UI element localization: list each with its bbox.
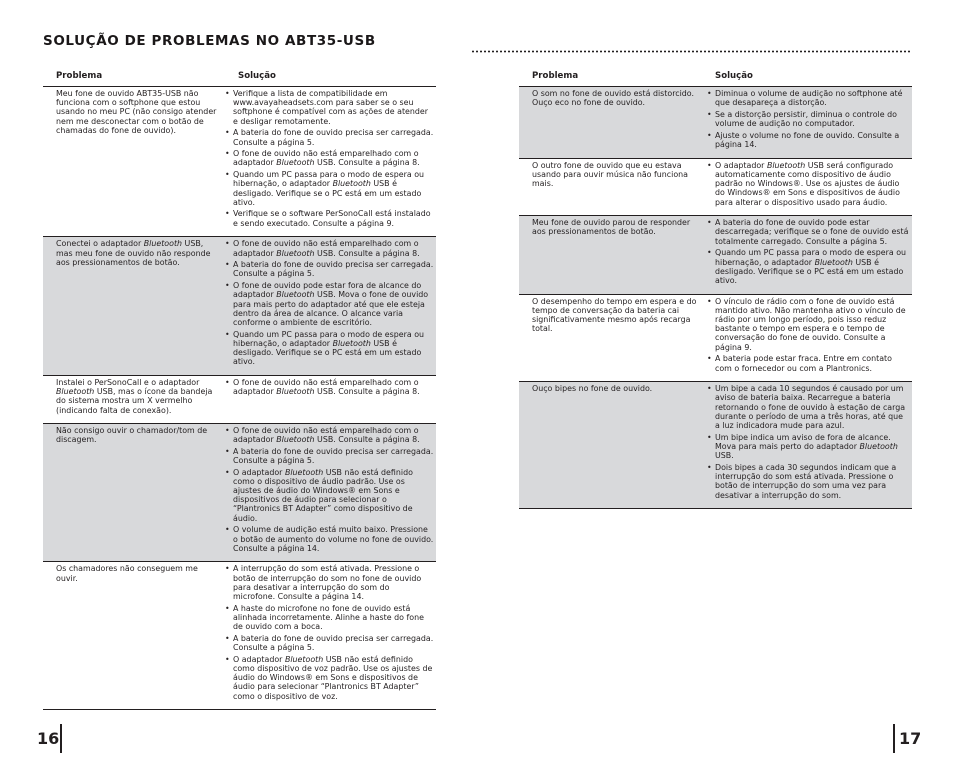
text-run: USB. Consulte a página 8. [314,435,420,444]
text-run: O adaptador [233,654,285,664]
text-run: USB. Consulte a página 8. [314,248,420,258]
solution-item [707,297,912,352]
text-run: O som no fone de ouvido está distorcido. Ouço eco no fone de ouvido. [532,89,697,108]
text-run: O fone de ouvido não está emparelhado com o adaptador [233,425,422,444]
solution-item [225,209,436,227]
text-run: USB. [715,442,901,461]
table-row [519,295,912,383]
right-page-table [519,70,912,509]
text-run: USB é desligado. Verifique se o PC está em um estado ativo. [233,179,424,207]
solution-item [225,468,436,523]
text-run: O adaptador [715,160,767,170]
table-row [43,87,436,237]
page-number-divider-left [60,724,62,753]
solution-item [225,128,436,146]
solution-cell [225,87,436,236]
solution-item [707,463,912,500]
text-run: Conectei o adaptador [56,239,144,249]
solution-item [225,378,436,396]
text-run: Meu fone de ouvido parou de responder aos pressionamentos de botão. [532,218,693,237]
solution-cell [707,87,912,158]
italic-term: Bluetooth [766,160,806,170]
text-run: O volume de audição está muito baixo. Pressione o botão de aumento do volume no fone de ouvido. Consulte a página 14. [233,525,436,553]
text-run: O desempenho do tempo em espera e do tempo de conversação da bateria cai significativamente mesmo após recarga total. [532,296,699,334]
text-run: Quando um PC passa para o modo de espera ou hibernação, o adaptador [233,170,427,189]
table-row [519,216,912,294]
problem-cell [43,87,225,236]
header-solution: Solução [715,71,753,81]
page-number-divider-right [893,724,895,753]
text-run: Ajuste o volume no fone de ouvido. Consulte a página 14. [715,130,902,150]
solution-list [707,384,912,499]
solution-cell [225,237,436,375]
text-run: Não consigo ouvir o chamador/tom de discagem. [56,425,210,444]
solution-item [225,447,436,465]
table-row [43,376,436,424]
text-run: Se a distorção persistir, diminua o controle do volume de audição no computador. [715,109,900,129]
text-run: A bateria do fone de ouvido precisa ser carregada. Consulte a página 5. [233,446,436,465]
solution-list [225,564,436,700]
italic-term: Bluetooth [332,179,371,189]
italic-term: Bluetooth [276,290,315,300]
italic-term: Bluetooth [276,158,315,168]
text-run: A bateria do fone de ouvido precisa ser carregada. Consulte a página 5. [233,633,436,653]
section-title: SOLUÇÃO DE PROBLEMAS NO ABT35-USB [43,33,376,49]
solution-item [225,634,436,652]
solution-item [225,655,436,701]
text-run: Quando um PC passa para o modo de espera ou hibernação, o adaptador [233,329,427,348]
solution-list [707,218,912,285]
text-run: A bateria pode estar fraca. Entre em contato com o fornecedor ou com a Plantronics. [715,354,895,373]
text-run: O fone de ouvido não está emparelhado com o adaptador [233,149,422,168]
solution-item [225,426,436,444]
problem-cell [519,87,707,158]
solution-item [707,354,912,372]
table-header [43,70,436,86]
text-run: USB é desligado. Verifique se o PC está em um estado ativo. [233,338,424,367]
text-run: Quando um PC passa para o modo de espera ou hibernação, o adaptador [715,248,909,267]
italic-term: Bluetooth [276,248,315,258]
left-page-table [43,70,436,710]
table-row [519,87,912,159]
problem-cell [519,295,707,382]
page-number-right: 17 [899,729,922,748]
solution-cell [707,159,912,216]
solution-item [707,89,912,107]
text-run: Um bipe indica um aviso de fora de alcance. Mova para mais perto do adaptador [715,432,894,451]
text-run: USB. Mova o fone de ouvido para mais perto do adaptador até que ele esteja dentro da área de alcance. O alcance varia conforme o ambiente de escritório. [233,290,431,327]
text-run: USB. Consulte a página 8. [314,158,420,168]
text-run: A bateria do fone de ouvido pode estar descarregada; verifique se o fone de ouvido está totalmente carregado. Consulte a página 5. [715,218,911,246]
solution-item [225,564,436,601]
italic-term: Bluetooth [143,239,183,249]
table-row [43,562,436,710]
problem-cell [43,376,225,423]
page-number-left: 16 [37,729,60,748]
solution-item [707,218,912,246]
header-problem: Problema [56,71,103,81]
italic-term: Bluetooth [56,387,95,397]
text-run: USB, mas meu fone de ouvido não responde aos pressionamentos de botão. [56,239,213,267]
text-run: A bateria do fone de ouvido precisa ser carregada. Consulte a página 5. [233,260,436,279]
table-row [43,424,436,563]
italic-term: Bluetooth [859,442,898,451]
text-run: O fone de ouvido não está emparelhado com o adaptador [233,239,422,258]
text-run: Meu fone de ouvido ABT35-USB não funciona com o softphone que estou usando no meu PC (não consigo atender nem me desconectar com o botão de chamadas do fone de ouvido). [56,89,219,135]
table-row [519,159,912,217]
solution-item [225,239,436,257]
text-run: O fone de ouvido não está emparelhado com o adaptador [233,377,422,397]
solution-list [225,89,436,228]
table-header [519,70,912,86]
text-run: USB é desligado. Verifique se o PC está em um estado ativo. [715,257,906,285]
text-run: Verifique se o software PerSonoCall está instalado e sendo executado. Consulte a página 9. [233,209,434,228]
header-problem: Problema [532,71,579,81]
solution-cell [707,216,912,293]
left-rows [43,86,436,710]
solution-cell [707,295,912,382]
text-run: O outro fone de ouvido que eu estava usando para ouvir música não funciona mais. [532,160,691,189]
solution-list [225,378,436,396]
italic-term: Bluetooth [284,467,324,477]
text-run: USB, mas o ícone da bandeja do sistema mostra um X vermelho (indicando falta de conexão). [56,387,215,415]
problem-cell [519,382,707,508]
solution-list [707,161,912,207]
solution-list [225,426,436,553]
problem-cell [43,562,225,709]
solution-cell [707,382,912,508]
solution-cell [225,424,436,562]
solution-item [225,170,436,207]
title-dotted-rule [471,50,912,53]
text-run: A haste do microfone no fone de ouvido está alinhada incorretamente. Alinhe a haste do fone de ouvido com a boca. [233,603,427,632]
solution-item [225,330,436,367]
solution-item [707,384,912,430]
text-run: O vínculo de rádio com o fone de ouvido está mantido ativo. Não mantenha ativo o vínculo de rádio por um longo período, pois isso reduz bastante o tempo em espera e o tempo de conversação do fone de ouvido. Consulte a página 9. [715,296,909,352]
solution-item [225,89,436,126]
problem-cell [43,424,225,562]
solution-item [707,161,912,207]
text-run: Um bipe a cada 10 segundos é causado por um aviso de bateria baixa. Recarregue a bateria retornando o fone de ouvido à estação de carga durante o período de uma a três horas, até que a luz indicadora mude para azul. [715,384,908,431]
text-run: A interrupção do som está ativada. Pressione o botão de interrupção do som no fone de ouvido para desativar a interrupção do som do microfone. Consulte a página 14. [233,564,424,602]
problem-cell [43,237,225,375]
solution-item [225,525,436,553]
solution-item [225,149,436,167]
solution-item [225,604,436,632]
solution-item [707,110,912,128]
text-run: USB não está definido como o dispositivo de áudio padrão. Use os ajustes de áudio do Windows® em Sons e dispositivos de áudio para selecionar o “Plantronics BT Adapter” como dispositivo de áudio. [233,467,416,523]
text-run: O adaptador [233,467,285,477]
table-row [519,382,912,509]
italic-term: Bluetooth [284,654,324,664]
text-run: USB não está definido como dispositivo de voz padrão. Use os ajustes de áudio do Windows® em Sons e dispositivos de áudio para selecionar “Plantronics BT Adapter” como o dispositivo de voz. [233,654,435,701]
solution-item [707,131,912,149]
solution-item [225,281,436,327]
solution-cell [225,562,436,709]
solution-cell [225,376,436,423]
text-run: Os chamadores não conseguem me ouvir. [56,564,201,583]
text-run: Instalei o PerSonoCall e o adaptador [56,377,202,387]
solution-list [225,239,436,366]
italic-term: Bluetooth [276,435,315,444]
text-run: A bateria do fone de ouvido precisa ser carregada. Consulte a página 5. [233,128,436,147]
text-run: Ouço bipes no fone de ouvido. [532,384,653,394]
solution-list [707,297,912,373]
italic-term: Bluetooth [276,387,315,397]
text-run: Verifique a lista de compatibilidade em www.avayaheadsets.com para saber se o seu softphone é compatível com as ações de atender e desligar remotamente. [233,89,431,126]
solution-item [707,433,912,461]
right-rows [519,86,912,509]
table-row [43,237,436,376]
text-run: USB será configurado automaticamente como dispositivo de áudio padrão no Windows®. Use os ajustes de áudio do Windows® em Sons e dispositivos de áudio para alterar o dispositivo usado para áudio. [715,160,903,207]
text-run: O fone de ouvido pode estar fora de alcance do adaptador [233,281,424,300]
text-run: Dois bipes a cada 30 segundos indicam que a interrupção do som está ativada. Pressione o botão de interrupção do som uma vez para desativar a interrupção do som. [715,462,899,500]
text-run: USB. Consulte a página 8. [314,387,420,397]
header-solution: Solução [238,71,276,81]
solution-list [707,89,912,149]
solution-item [707,248,912,285]
italic-term: Bluetooth [332,338,371,348]
italic-term: Bluetooth [814,257,853,267]
solution-item [225,260,436,278]
problem-cell [519,159,707,216]
text-run: Diminua o volume de audição no softphone até que desapareça a distorção. [715,89,905,108]
problem-cell [519,216,707,293]
